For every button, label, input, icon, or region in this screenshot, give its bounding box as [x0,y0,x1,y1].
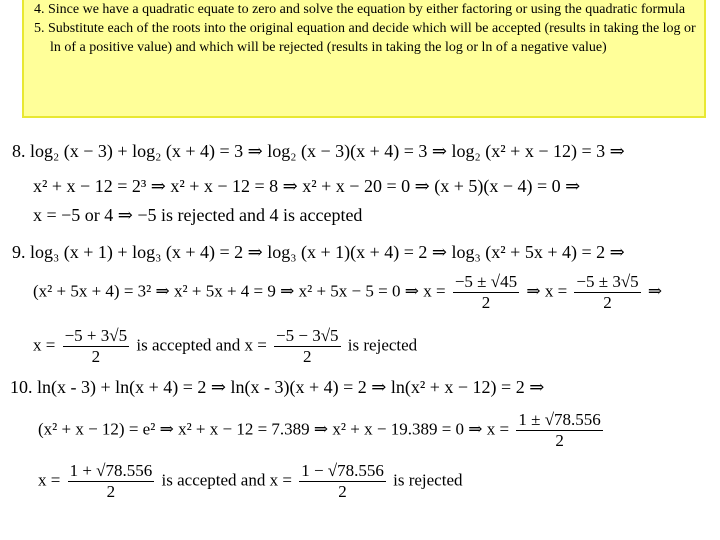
problem-9-line-3 [33,326,417,367]
fraction-denominator: 2 [453,292,519,313]
instruction-step-4: 4. Since we have a quadratic equate to zero and solve the equation by either factoring or using the quadratic formula [34,2,686,17]
fraction-numerator: −5 + 3√5 [64,326,128,345]
problem-10-rejected-text: is rejected [393,470,463,490]
problem-8-equation-1: log₂ (x − 3) + log₂ (x + 4) = 3 ⇒ log₂ (x − 3)(x + 4) = 3 ⇒ log₂ (x² + x − 12) = 3 ⇒ [30,141,625,161]
fraction-numerator: 1 + √78.556 [69,461,153,480]
fraction-denominator: 2 [516,430,602,451]
problem-10-accepted-root [68,461,155,502]
problem-10-number: 10. [10,377,33,397]
problem-9-x-equals: x = [33,335,56,355]
instruction-note-box [22,0,706,118]
problem-9-equation-2: (x² + 5x + 4) = 3² ⇒ x² + 5x + 4 = 9 ⇒ x² + 5x − 5 = 0 ⇒ x = [33,281,446,301]
instruction-list [34,0,698,57]
problem-9-simplified-fraction [574,272,640,313]
problem-9-number: 9. [12,242,26,262]
problem-9-line-2 [33,272,662,313]
fraction-numerator: −5 − 3√5 [276,326,339,345]
problem-10-line-2 [38,410,606,451]
problem-8-equation-2: x² + x − 12 = 2³ ⇒ x² + x − 12 = 8 ⇒ x² + x − 20 = 0 ⇒ (x + 5)(x − 4) = 0 ⇒ [33,176,581,196]
problem-10-equation-2: (x² + x − 12) = e² ⇒ x² + x − 12 = 7.389 ⇒ x² + x − 19.389 = 0 ⇒ x = [38,419,510,439]
problem-9-rejected-root [274,326,341,367]
problem-8-conclusion: x = −5 or 4 ⇒ −5 is rejected and 4 is accepted [33,205,363,225]
problem-9-accepted-root [63,326,130,367]
problem-10-equation-1: ln(x - 3) + ln(x + 4) = 2 ⇒ ln(x - 3)(x + 4) = 2 ⇒ ln(x² + x − 12) = 2 ⇒ [37,377,545,397]
problem-10-x-equals: x = [38,470,61,490]
fraction-numerator: 1 − √78.556 [301,461,384,480]
problem-9-rejected-text: is rejected [347,335,418,355]
problem-10-accepted-text: is accepted and x = [161,470,292,490]
problem-10-quadratic-fraction [516,410,602,451]
fraction-denominator: 2 [274,346,341,367]
problem-9-accepted-text: is accepted and x = [136,335,267,355]
fraction-denominator: 2 [574,292,640,313]
fraction-denominator: 2 [68,481,155,502]
problem-10-line-1 [10,377,544,398]
fraction-numerator: −5 ± √45 [454,272,518,291]
problem-9-implies: ⇒ x = [526,281,568,301]
problem-8-line-1 [12,141,625,162]
problem-9-quadratic-fraction [453,272,519,313]
problem-10-line-3 [38,461,463,502]
problem-9-equation-1: log₃ (x + 1) + log₃ (x + 4) = 2 ⇒ log₃ (x + 1)(x + 4) = 2 ⇒ log₃ (x² + 5x + 4) = 2 ⇒ [30,242,625,262]
fraction-denominator: 2 [299,481,386,502]
instruction-step-5: 5. Substitute each of the roots into the original equation and decide which will be accepted (results in taking the log or ln of a positive value) and which will be rejected (results in taking the log or ln of a negative value) [34,21,696,55]
fraction-numerator: −5 ± 3√5 [576,272,639,291]
problem-9-line-1 [12,242,625,263]
problem-8-number: 8. [12,141,26,161]
problem-10-rejected-root [299,461,386,502]
problem-9-implies-end: ⇒ [647,281,663,301]
fraction-numerator: 1 ± √78.556 [518,410,601,429]
fraction-denominator: 2 [63,346,130,367]
